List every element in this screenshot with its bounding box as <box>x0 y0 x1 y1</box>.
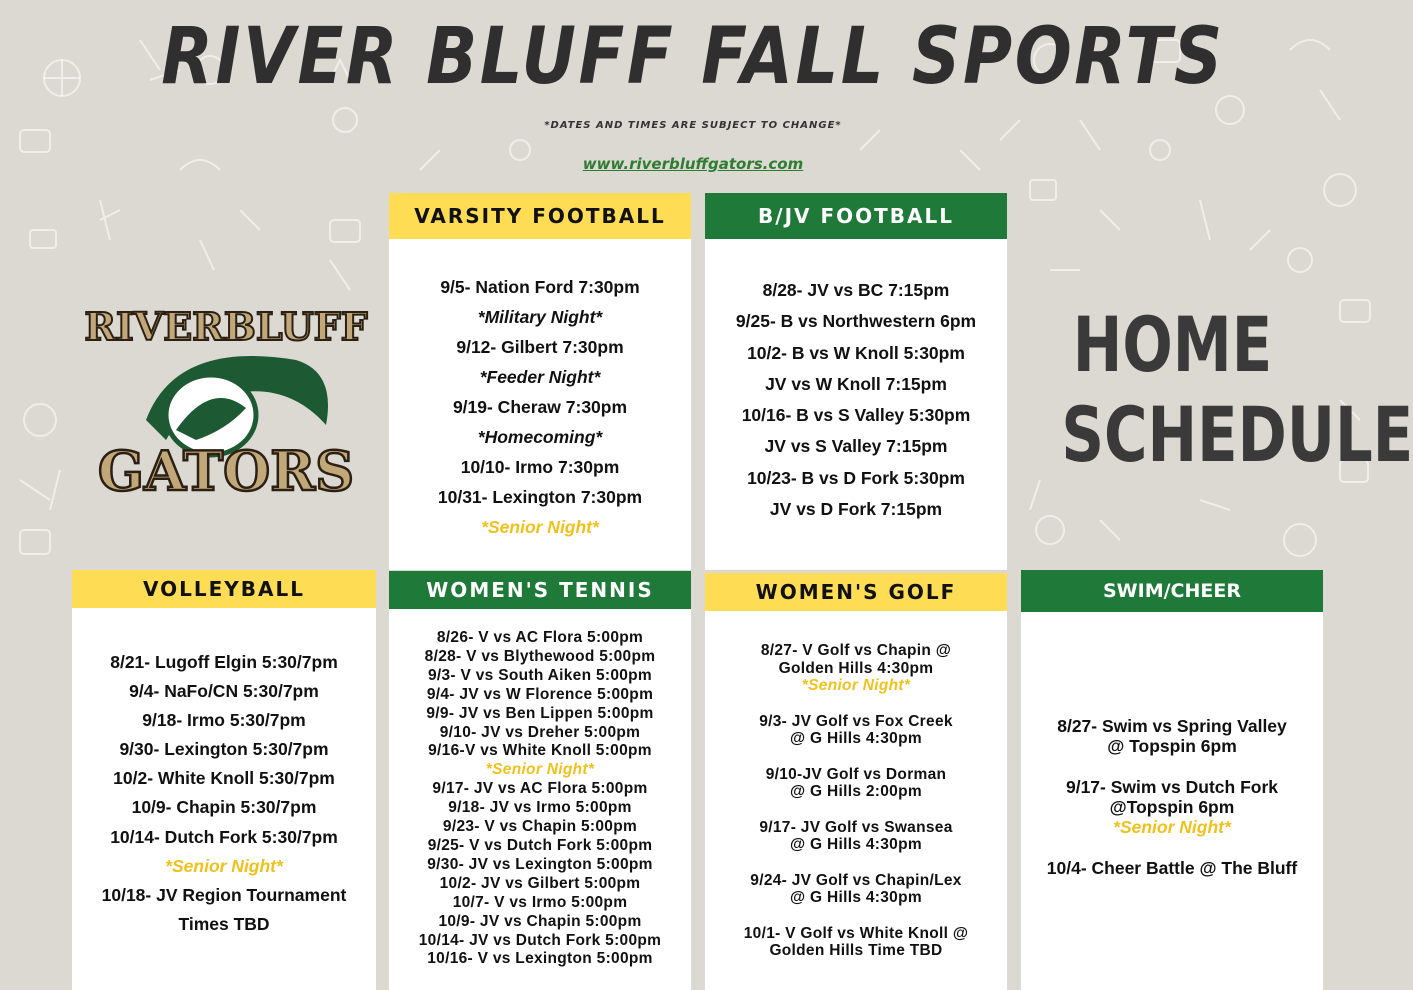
logo-bottom-text: GATORS <box>97 439 355 503</box>
schedule-entry: 10/14- Dutch Fork 5:30/7pm <box>110 826 338 847</box>
schedule-entry: 9/17- JV vs AC Flora 5:00pm <box>432 780 648 798</box>
varsity-football-heading: VARSITY FOOTBALL <box>389 193 691 239</box>
event-note: *Senior Night* <box>165 855 283 876</box>
schedule-entry: 8/28- V vs Blythewood 5:00pm <box>424 647 656 665</box>
schedule-entry: 9/10-JV Golf vs Dorman <box>765 765 947 783</box>
schedule-entry-group <box>744 925 968 960</box>
schedule-entry: Times TBD <box>178 913 270 934</box>
event-note: *Senior Night* <box>1113 817 1231 837</box>
schedule-entry: 9/18- JV vs Irmo 5:00pm <box>448 799 632 817</box>
schedule-entry: 9/17- JV Golf vs Swansea <box>759 818 953 836</box>
schedule-entry: @ G Hills 4:30pm <box>790 836 922 853</box>
schedule-entry-group <box>759 819 952 854</box>
womens-tennis-list <box>389 609 691 969</box>
schedule-entry-group <box>1057 716 1287 756</box>
varsity-football-card <box>389 193 691 570</box>
schedule-entry: 10/2- B vs W Knoll 5:30pm <box>747 342 965 363</box>
schedule-entry-group <box>766 766 947 801</box>
schedule-entry: 10/18- JV Region Tournament <box>101 884 347 905</box>
river-bluff-gators-logo <box>84 300 368 510</box>
womens-golf-list <box>705 611 1007 978</box>
schedule-entry: 9/25- B vs Northwestern 6pm <box>735 311 977 332</box>
schedule-entry: 10/7- V vs Irmo 5:00pm <box>452 893 628 911</box>
schedule-entry: 8/26- V vs AC Flora 5:00pm <box>436 629 644 646</box>
schedule-entry: 10/2- White Knoll 5:30/7pm <box>113 768 335 789</box>
schedule-entry: Golden Hills 4:30pm <box>778 659 934 677</box>
womens-golf-card <box>705 573 1007 990</box>
schedule-entry-group <box>750 872 961 907</box>
schedule-entry: 8/28- JV vs BC 7:15pm <box>762 280 950 300</box>
event-note: *Senior Night* <box>485 761 595 779</box>
bjv-football-card <box>705 193 1007 570</box>
bjv-football-heading: B/JV FOOTBALL <box>705 193 1007 239</box>
schedule-entry: 10/1- V Golf vs White Knoll @ <box>743 924 969 942</box>
home-schedule-line2: SCHEDULE <box>1061 390 1413 479</box>
schedule-entry: 9/18- Irmo 5:30/7pm <box>142 710 306 731</box>
website-link[interactable]: www.riverbluffgators.com <box>582 155 804 173</box>
schedule-entry: JV vs S Valley 7:15pm <box>764 436 948 457</box>
schedule-entry: 8/27- V Golf vs Chapin @ <box>760 642 952 659</box>
event-note: *Senior Night* <box>801 677 911 694</box>
schedule-entry: @ G Hills 4:30pm <box>790 730 922 747</box>
schedule-entry: 9/10- JV vs Dreher 5:00pm <box>439 723 641 741</box>
swim-cheer-heading: SWIM/CHEER <box>1021 570 1323 612</box>
schedule-entry: 8/21- Lugoff Elgin 5:30/7pm <box>110 652 338 672</box>
logo-top-text: RIVERBLUFF <box>84 304 368 349</box>
schedule-entry-group <box>1066 777 1278 837</box>
schedule-entry: 9/17- Swim vs Dutch Fork <box>1065 777 1278 797</box>
schedule-entry: @Topspin 6pm <box>1109 797 1235 817</box>
schedule-entry: 10/16- B vs S Valley 5:30pm <box>741 405 971 426</box>
page-title: RIVER BLUFF FALL SPORTS <box>161 12 1225 102</box>
schedule-entry-group <box>761 642 951 695</box>
volleyball-list <box>72 608 376 939</box>
swim-cheer-card <box>1021 570 1323 990</box>
volleyball-card <box>72 570 376 990</box>
schedule-entry: 10/9- Chapin 5:30/7pm <box>131 797 317 818</box>
schedule-entry: 10/31- Lexington 7:30pm <box>437 487 643 507</box>
schedule-entry: 9/19- Cheraw 7:30pm <box>452 397 628 417</box>
event-note: *Homecoming* <box>477 427 603 447</box>
schedule-entry: Golden Hills Time TBD <box>769 942 943 959</box>
schedule-entry: 9/3- V vs South Aiken 5:00pm <box>427 666 653 684</box>
schedule-entry: 9/23- V vs Chapin 5:00pm <box>442 818 638 836</box>
schedule-entry: JV vs D Fork 7:15pm <box>769 499 943 520</box>
volleyball-heading: VOLLEYBALL <box>72 570 376 608</box>
schedule-entry: 9/4- JV vs W Florence 5:00pm <box>426 685 654 703</box>
event-note: *Feeder Night* <box>479 367 601 387</box>
schedule-entry: 10/4- Cheer Battle @ The Bluff <box>1046 858 1298 878</box>
home-schedule-line1: HOME <box>1072 300 1273 389</box>
schedule-entry: @ Topspin 6pm <box>1107 736 1237 756</box>
schedule-entry: 9/12- Gilbert 7:30pm <box>456 337 624 357</box>
disclaimer-text: *DATES AND TIMES ARE SUBJECT TO CHANGE* <box>544 120 842 131</box>
schedule-entry: 9/9- JV vs Ben Lippen 5:00pm <box>426 704 654 722</box>
schedule-entry: @ G Hills 4:30pm <box>790 889 922 906</box>
event-note: *Military Night* <box>477 307 603 327</box>
schedule-entry: 9/25- V vs Dutch Fork 5:00pm <box>427 836 653 854</box>
bjv-football-list <box>705 239 1007 525</box>
schedule-entry: 9/30- Lexington 5:30/7pm <box>119 739 329 760</box>
schedule-entry: 10/10- Irmo 7:30pm <box>460 457 620 477</box>
womens-tennis-card <box>389 571 691 990</box>
womens-golf-heading: WOMEN'S GOLF <box>705 573 1007 611</box>
schedule-entry: 9/3- JV Golf vs Fox Creek <box>759 712 953 730</box>
schedule-entry: 9/24- JV Golf vs Chapin/Lex <box>750 871 962 889</box>
schedule-entry: 9/4- NaFo/CN 5:30/7pm <box>129 681 319 702</box>
schedule-entry: 8/27- Swim vs Spring Valley <box>1057 716 1287 736</box>
schedule-entry: 10/2- JV vs Gilbert 5:00pm <box>439 874 641 892</box>
schedule-entry: 9/5- Nation Ford 7:30pm <box>440 277 640 297</box>
schedule-entry: 10/16- V vs Lexington 5:00pm <box>427 950 653 968</box>
schedule-entry: 9/16-V vs White Knoll 5:00pm <box>428 742 652 760</box>
schedule-entry: JV vs W Knoll 7:15pm <box>765 373 947 394</box>
schedule-entry-group <box>759 713 953 748</box>
swim-cheer-list <box>1021 612 1323 899</box>
womens-tennis-heading: WOMEN'S TENNIS <box>389 571 691 609</box>
schedule-entry: 10/9- JV vs Chapin 5:00pm <box>438 912 642 930</box>
home-schedule-label <box>1061 300 1413 480</box>
schedule-entry: 9/30- JV vs Lexington 5:00pm <box>427 855 653 873</box>
schedule-entry: @ G Hills 2:00pm <box>790 783 922 800</box>
schedule-entry: 10/14- JV vs Dutch Fork 5:00pm <box>418 931 662 949</box>
schedule-entry: 10/23- B vs D Fork 5:30pm <box>747 467 965 488</box>
schedule-entry-group <box>1047 858 1297 878</box>
event-note: *Senior Night* <box>481 517 599 537</box>
varsity-football-list <box>389 239 691 542</box>
